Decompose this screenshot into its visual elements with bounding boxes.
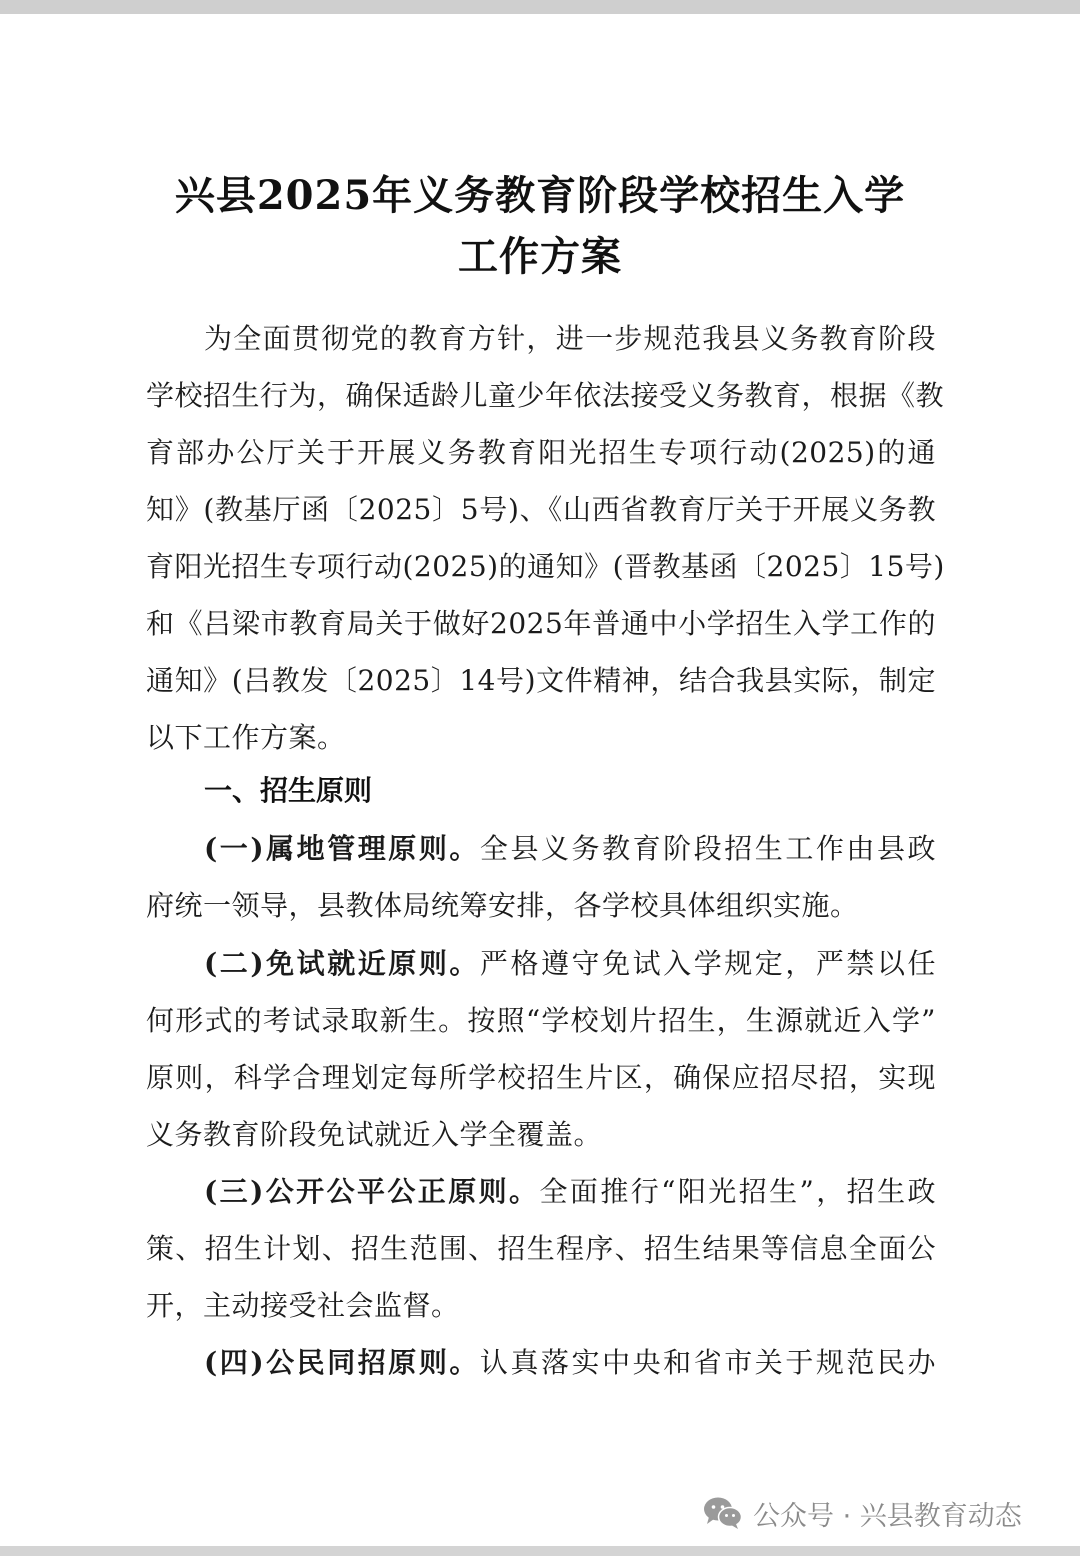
- intro-line: 知》(教基厅函〔2025〕5号)、《山西省教育厅关于开展义务教: [146, 493, 936, 526]
- principle-2-text: 严格遵守免试入学规定，严禁以任: [479, 947, 936, 980]
- intro-line: 通知》(吕教发〔2025〕14号)文件精神，结合我县实际，制定: [146, 664, 936, 697]
- principle-1-label: (一)属地管理原则。: [204, 832, 480, 865]
- principle-2-label: (二)免试就近原则。: [204, 947, 480, 980]
- principle-4-line: [204, 1334, 936, 1392]
- watermark-text: 公众号 · 兴县教育动态: [753, 1500, 1022, 1532]
- intro-line: 和《吕梁市教育局关于做好2025年普通中小学招生入学工作的: [146, 607, 936, 640]
- principle-3-label: (三)公开公平公正原则。: [204, 1175, 540, 1208]
- intro-line: 学校招生行为，确保适龄儿童少年依法接受义务教育，根据《教: [146, 379, 945, 412]
- bottom-border-bar: [0, 1546, 1080, 1556]
- principle-3-line: 开，主动接受社会监督。: [146, 1289, 460, 1322]
- principle-1-line: 府统一领导，县教体局统筹安排，各学校具体组织实施。: [146, 889, 859, 922]
- top-border-bar: [0, 0, 1080, 14]
- section-heading: 一、招生原则: [204, 774, 373, 807]
- wechat-icon: [703, 1496, 743, 1530]
- principle-2-line: [204, 935, 936, 993]
- principle-1-text: 全县义务教育阶段招生工作由县政: [479, 832, 936, 865]
- principle-4-text: 认真落实中央和省市关于规范民办: [479, 1346, 936, 1379]
- intro-line: 为全面贯彻党的教育方针，进一步规范我县义务教育阶段: [204, 322, 936, 355]
- intro-line: 以下工作方案。: [146, 721, 346, 754]
- intro-line: 育阳光招生专项行动(2025)的通知》(晋教基函〔2025〕15号): [146, 550, 945, 583]
- wechat-watermark: [703, 1493, 1022, 1533]
- document-title-line-2: 工作方案: [458, 233, 622, 280]
- principle-3-line: 策、招生计划、招生范围、招生程序、招生结果等信息全面公: [146, 1232, 936, 1265]
- principle-3-text: 全面推行“阳光招生”，招生政: [539, 1175, 937, 1208]
- principle-1-line: [204, 820, 936, 878]
- principle-2-line: 何形式的考试录取新生。按照“学校划片招生，生源就近入学”: [146, 1004, 936, 1037]
- principle-3-line: [204, 1163, 936, 1221]
- principle-4-label: (四)公民同招原则。: [204, 1346, 480, 1379]
- document-title-line-1: 兴县2025年义务教育阶段学校招生入学: [174, 172, 906, 219]
- principle-2-line: 义务教育阶段免试就近入学全覆盖。: [146, 1118, 603, 1151]
- intro-line: 育部办公厅关于开展义务教育阳光招生专项行动(2025)的通: [146, 436, 936, 469]
- principle-2-line: 原则，科学合理划定每所学校招生片区，确保应招尽招，实现: [146, 1061, 936, 1094]
